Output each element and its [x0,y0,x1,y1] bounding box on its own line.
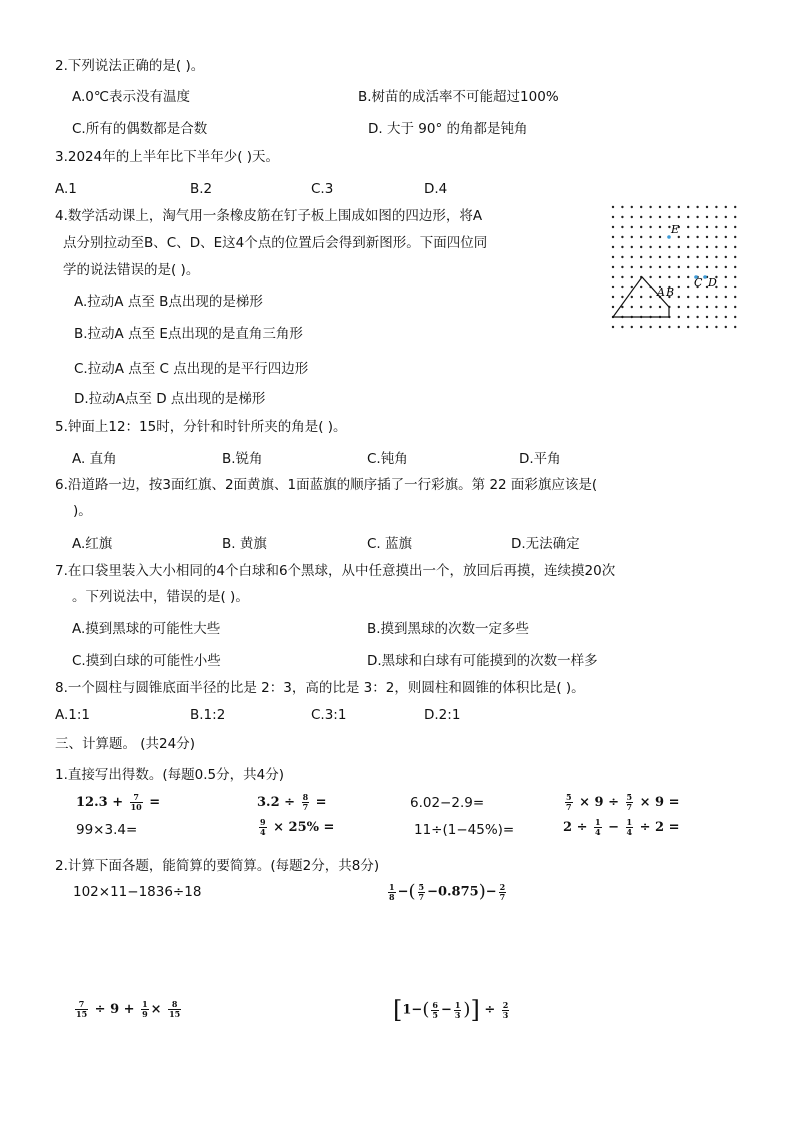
peg-dot [715,326,717,328]
q7-stem-line2: 。下列说法中，错误的是( )。 [72,589,249,605]
peg-dot [715,296,717,298]
calc1-problem-5: 99×3.4= [76,822,138,838]
peg-dot [621,226,623,228]
peg-dot [696,216,698,218]
fraction [594,818,602,837]
q4-option-b: B.拉动A 点至 E点出现的是直角三角形 [74,326,303,342]
q3-option-b: B.2 [190,181,213,197]
expr-text: − [603,820,624,835]
peg-dot [715,206,717,208]
denominator: 4 [260,827,266,837]
denominator: 7 [499,891,506,902]
paren-open: ( [408,881,416,902]
label-e: E [671,223,680,236]
numerator: 5 [418,881,425,892]
peg-dot [696,306,698,308]
peg-dot [621,266,623,268]
expr-text: − [485,884,497,900]
peg-dot [734,216,736,218]
expr-text: × 25% = [268,820,335,835]
peg-dot [659,306,661,308]
peg-dot [612,266,614,268]
q7-option-a: A.摸到黑球的可能性大些 [72,621,221,637]
peg-dot [687,236,689,238]
peg-dot [696,326,698,328]
peg-dot [734,246,736,248]
fraction [626,793,634,812]
peg-dot [687,316,689,318]
peg-dot [659,326,661,328]
peg-dot [631,306,633,308]
calc1-problem-8 [563,816,680,840]
calc2-expr-2 [386,879,508,906]
q2-option-a: A.0℃表示没有温度 [72,89,191,105]
expr-text: 1− [402,1002,423,1018]
numerator: 7 [130,793,143,803]
peg-dot [715,246,717,248]
calc2-expr-1: 102×11−1836÷18 [73,884,202,900]
peg-dot [649,276,651,278]
expr-text: − [397,884,409,900]
peg-dot [678,276,680,278]
peg-dot [621,246,623,248]
fraction [302,793,310,812]
peg-dot [706,206,708,208]
peg-dot [725,266,727,268]
denominator: 7 [418,891,425,902]
peg-dot [621,326,623,328]
expr-text: 12.3 + [76,795,128,810]
calc1-problem-6 [257,816,334,840]
q6-option-a: A.红旗 [72,536,113,552]
q2-option-b: B.树苗的成活率不可能超过100% [358,89,559,105]
q3-option-d: D.4 [424,181,448,197]
fraction [626,818,634,837]
peg-dot [687,216,689,218]
peg-dot [612,326,614,328]
peg-dot [640,246,642,248]
peg-dot [659,216,661,218]
peg-dot [640,296,642,298]
peg-dot [734,206,736,208]
denominator: 7 [302,802,309,812]
peg-dot [621,216,623,218]
peg-dot [696,296,698,298]
peg-dot [612,286,614,288]
expr-text: − [440,1002,452,1018]
peg-dot [725,236,727,238]
peg-dot [715,216,717,218]
peg-dot [725,316,727,318]
peg-dot [649,226,651,228]
expr-text: ÷ [479,1002,500,1018]
peg-dot [725,226,727,228]
peg-dot [668,206,670,208]
peg-dot [678,286,680,288]
peg-dot [715,256,717,258]
fraction [388,883,396,902]
peg-dot [696,206,698,208]
expr-text: × 9 = [635,795,680,810]
peg-dot [706,216,708,218]
peg-dot [659,236,661,238]
peg-dot [631,266,633,268]
peg-dot [649,216,651,218]
calc1-problem-2 [257,791,327,815]
peg-dot [715,306,717,308]
numerator: 1 [454,999,461,1010]
calc1-problem-4 [563,791,680,815]
fraction [75,1000,88,1019]
q5-option-a: A. 直角 [72,451,117,467]
peg-dot [659,206,661,208]
q8-option-b: B.1:2 [190,707,226,723]
paren-close: ) [463,999,471,1020]
peg-dot [725,216,727,218]
q2-stem: 2.下列说法正确的是( )。 [55,58,205,74]
peg-dot [678,296,680,298]
peg-dot [687,276,689,278]
peg-dot [725,246,727,248]
peg-dot [612,206,614,208]
peg-dot [715,236,717,238]
paren-open: ( [422,999,430,1020]
peg-dot [640,206,642,208]
peg-dot [668,246,670,248]
peg-dot [678,246,680,248]
peg-dot [621,296,623,298]
q5-option-c: C.钝角 [367,451,408,467]
denominator: 8 [389,891,395,902]
denominator: 15 [169,1009,181,1019]
peg-dot [649,296,651,298]
peg-dot [659,246,661,248]
peg-dot [687,226,689,228]
peg-dot [696,236,698,238]
peg-dot [612,306,614,308]
peg-dot [612,276,614,278]
numerator: 2 [499,881,506,892]
peg-dot [734,266,736,268]
expr-text: × [150,1002,167,1017]
peg-dot [612,216,614,218]
q6-stem-line1: 6.沿道路一边，按3面红旗、2面黄旗、1面蓝旗的顺序插了一行彩旗。第 22 面彩旗应该是( [55,477,598,493]
denominator: 9 [142,1009,148,1019]
peg-dot [734,326,736,328]
q5-option-b: B.锐角 [222,451,263,467]
q8-stem: 8.一个圆柱与圆锥底面半径的比是 2：3，高的比是 3：2，则圆柱和圆锥的体积比是( )。 [55,680,585,696]
q5-option-d: D.平角 [519,451,561,467]
expr-text: 2 ÷ [563,820,592,835]
peg-dot [621,236,623,238]
q8-option-c: C.3:1 [311,707,347,723]
peg-dot [640,226,642,228]
peg-dot [631,236,633,238]
peg-dot [725,286,727,288]
denominator: 3 [454,1009,461,1020]
peg-dot [649,246,651,248]
peg-dot [678,216,680,218]
peg-dot [734,296,736,298]
peg-dot [706,316,708,318]
calc1-problem-3: 6.02−2.9= [410,795,485,811]
expr-text: = [311,795,327,810]
denominator: 5 [432,1009,438,1020]
peg-dot [706,256,708,258]
peg-dot [706,306,708,308]
peg-dot [687,306,689,308]
numerator: 5 [626,792,633,802]
numerator: 8 [302,792,309,802]
peg-dot [696,226,698,228]
peg-dot [621,286,623,288]
peg-dot [715,266,717,268]
q4-stem-line1: 4.数学活动课上，淘气用一条橡皮筋在钉子板上围成如图的四边形，将A [55,208,483,224]
peg-dot [631,206,633,208]
peg-dot [687,256,689,258]
fraction [565,793,573,812]
fraction [259,818,267,837]
peg-dot [621,256,623,258]
peg-dot [725,296,727,298]
expr-text: −0.875 [427,884,479,900]
numerator: 1 [142,999,148,1009]
label-d: D [708,276,717,289]
expr-text: × 9 ÷ [574,795,624,810]
peg-dot [687,266,689,268]
denominator: 10 [130,802,142,812]
q4-option-d: D.拉动A点至 D 点出现的是梯形 [74,391,266,407]
fraction [130,793,143,812]
numerator: 1 [626,817,633,827]
peg-dot [631,246,633,248]
peg-dot [696,316,698,318]
peg-dot [631,276,633,278]
peg-dot [612,256,614,258]
numerator: 2 [502,999,509,1010]
peg-dot [649,236,651,238]
peg-dot [706,246,708,248]
point-d-marker [703,275,707,279]
denominator: 3 [502,1009,509,1020]
peg-dot [696,256,698,258]
denominator: 4 [626,827,633,837]
peg-dot [668,276,670,278]
expr-text: = [144,795,161,810]
peg-dot [734,316,736,318]
peg-dot [631,296,633,298]
section-3-title: 三、计算题。 (共24分) [55,736,196,752]
q6-option-d: D.无法确定 [511,536,580,552]
peg-dot [678,266,680,268]
q4-option-a: A.拉动A 点至 B点出现的是梯形 [74,294,263,310]
peg-dot [725,256,727,258]
peg-dot [668,216,670,218]
peg-dot [649,256,651,258]
fraction [454,1001,462,1020]
bracket-open: [ [393,996,403,1024]
peg-dot [668,256,670,258]
peg-dot [687,326,689,328]
denominator: 4 [595,827,601,837]
denominator: 15 [76,1009,88,1019]
peg-dot [612,226,614,228]
peg-dot [631,326,633,328]
fraction [499,883,507,902]
peg-dot [640,216,642,218]
q3-option-a: A.1 [55,181,77,197]
peg-dot [649,306,651,308]
denominator: 7 [626,802,633,812]
numerator: 8 [168,1000,181,1010]
numerator: 7 [75,1000,88,1010]
peg-dot [687,296,689,298]
peg-dot [706,296,708,298]
peg-dot [687,206,689,208]
q4-stem-line3: 学的说法错误的是( )。 [63,262,200,278]
q6-option-c: C. 蓝旗 [367,536,413,552]
numerator: 5 [566,792,572,802]
q7-option-d: D.黑球和白球有可能摸到的次数一样多 [367,653,598,669]
peg-dot [687,246,689,248]
peg-dot [659,226,661,228]
peg-dot [659,266,661,268]
peg-dot [668,326,670,328]
peg-dot [734,256,736,258]
label-c: C [694,276,703,289]
peg-dot [640,286,642,288]
peg-dot [640,326,642,328]
peg-dot [631,286,633,288]
q7-option-b: B.摸到黑球的次数一定多些 [367,621,530,637]
peg-dot [631,256,633,258]
peg-dot [706,236,708,238]
peg-dot [640,256,642,258]
peg-board-figure [605,203,740,333]
q7-stem-line1: 7.在口袋里装入大小相同的4个白球和6个黑球，从中任意摸出一个，放回后再摸，连续摸20次 [55,563,616,579]
calc2-expr-4 [393,996,511,1025]
numerator: 1 [389,881,395,892]
expr-text: 3.2 ÷ [257,795,300,810]
peg-dot [696,266,698,268]
q8-option-d: D.2:1 [424,707,461,723]
q6-option-b: B. 黄旗 [222,536,267,552]
peg-dot [621,276,623,278]
peg-dot [715,226,717,228]
peg-dot [678,256,680,258]
calc2-expr-3 [73,997,183,1023]
peg-dot [649,266,651,268]
q4-option-c: C.拉动A 点至 C 点出现的是平行四边形 [74,361,309,377]
peg-dot [640,236,642,238]
fraction [141,1000,149,1019]
expr-text: ÷ 9 + [90,1002,140,1017]
peg-dot [696,246,698,248]
peg-dot [659,276,661,278]
fraction [431,1001,439,1020]
peg-dot [640,266,642,268]
fraction [418,883,426,902]
peg-dot [687,286,689,288]
q3-option-c: C.3 [311,181,334,197]
peg-dot [649,326,651,328]
calc2-title: 2.计算下面各题，能简算的要简算。(每题2分，共8分) [55,858,380,874]
peg-dot [706,266,708,268]
peg-dot [659,256,661,258]
numerator: 6 [432,999,438,1010]
peg-dot [678,236,680,238]
peg-dot [678,206,680,208]
q3-stem: 3.2024年的上半年比下半年少( )天。 [55,149,280,165]
bracket-close: ] [470,996,480,1024]
q2-option-d: D. 大于 90° 的角都是钝角 [368,121,528,137]
label-b: B [666,286,675,299]
expr-text: ÷ 2 = [635,820,680,835]
calc1-title: 1.直接写出得数。(每题0.5分，共4分) [55,767,284,783]
peg-dot [725,276,727,278]
q8-option-a: A.1:1 [55,707,91,723]
peg-dot [649,206,651,208]
peg-dot [706,226,708,228]
peg-dot [612,236,614,238]
peg-dot [734,236,736,238]
numerator: 1 [595,817,601,827]
q4-stem-line2: 点分别拉动至B、C、D、E这4个点的位置后会得到新图形。下面四位同 [63,235,488,251]
q6-stem-line2: )。 [73,503,92,519]
peg-dot [725,326,727,328]
peg-dot [706,326,708,328]
numerator: 9 [260,817,266,827]
peg-dot [668,266,670,268]
label-a: A [657,286,665,299]
peg-dot [734,276,736,278]
peg-dot [715,316,717,318]
peg-dot [631,226,633,228]
peg-dot [734,286,736,288]
peg-dot [640,306,642,308]
peg-dot [725,306,727,308]
peg-dot [621,206,623,208]
peg-dot [734,306,736,308]
peg-dot [734,226,736,228]
peg-dot [631,216,633,218]
denominator: 7 [566,802,572,812]
q5-stem: 5.钟面上12：15时，分针和时针所夹的角是( )。 [55,419,347,435]
peg-dot [612,296,614,298]
q7-option-c: C.摸到白球的可能性小些 [72,653,221,669]
peg-dot [612,246,614,248]
q2-option-c: C.所有的偶数都是合数 [72,121,208,137]
fraction [168,1000,181,1019]
peg-dot [725,206,727,208]
peg-dot [678,326,680,328]
fraction [502,1001,510,1020]
paren-close: ) [478,881,486,902]
peg-dot [678,316,680,318]
calc1-problem-1 [76,791,160,815]
calc1-problem-7: 11÷(1−45%)= [414,822,515,838]
peg-dot [678,306,680,308]
